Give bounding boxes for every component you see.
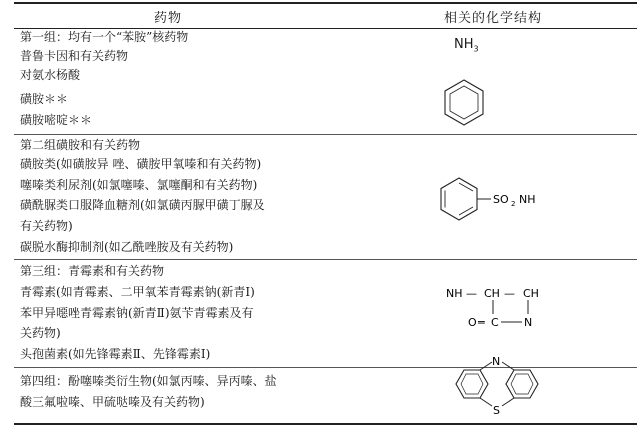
bl-dash2: — bbox=[504, 287, 515, 300]
group2-divider bbox=[14, 259, 637, 260]
table-bottom-rule bbox=[14, 423, 637, 425]
benzenesulfonamide-structure bbox=[434, 174, 569, 224]
bl-n: N bbox=[524, 316, 533, 329]
phenothiazine-structure bbox=[442, 354, 552, 420]
row-sulfonylureas-cont: 有关药物) bbox=[20, 219, 73, 233]
so2-label: SO bbox=[493, 193, 509, 206]
group1-title: 第一组：均有一个“苯胺”核药物 bbox=[20, 30, 189, 44]
row-procaine: 普鲁卡因和有关药物 bbox=[20, 49, 129, 63]
group3-title: 第三组：青霉素和有关药物 bbox=[20, 264, 165, 278]
row-cai: 碳脱水酶抑制剂(如乙酰唑胺及有关药物) bbox=[20, 240, 234, 254]
bl-nh: NH bbox=[446, 287, 463, 300]
benzene-structure bbox=[439, 77, 489, 129]
group4-title: 第四组：酚噻嗪类衍生物(如氯丙嗪、异丙嗪、盐 bbox=[20, 374, 277, 388]
group2-title: 第二组磺胺和有关药物 bbox=[20, 138, 141, 152]
row-oxacillin: 苯甲异噁唑青霉素钠(新青Ⅱ)氨苄青霉素及有 bbox=[20, 306, 254, 320]
row-penicillin: 青霉素(如青霉素、二甲氧苯青霉素钠(新青Ⅰ) bbox=[20, 285, 255, 299]
drug-structure-table bbox=[14, 0, 637, 427]
nh3-subscript: 3 bbox=[473, 44, 479, 54]
bl-eq: ═ bbox=[478, 316, 485, 329]
table-top-rule bbox=[14, 2, 637, 4]
bl-dash1: — bbox=[466, 287, 477, 300]
phenothiazine-s: S bbox=[493, 404, 500, 417]
phenothiazine-n: N bbox=[492, 355, 501, 368]
row-pas: 对氨水杨酸 bbox=[20, 68, 81, 82]
bl-ch1: CH bbox=[484, 287, 500, 300]
row-cephalosporin: 头孢菌素(如先锋霉素Ⅱ、先锋霉素Ⅰ) bbox=[20, 347, 211, 361]
bl-c: C bbox=[491, 316, 499, 329]
row-sulfonylureas: 磺酰脲类口服降血糖剂(如氯磺丙脲甲磺丁脲及 bbox=[20, 198, 265, 212]
header-structure: 相关的化学结构 bbox=[444, 11, 543, 26]
header-drug: 药物 bbox=[154, 11, 183, 26]
row-phenothiazine-cont: 酸三氟啦嗪、甲硫哒嗪及有关药物) bbox=[20, 395, 205, 409]
so2-subscript: 2 bbox=[511, 200, 516, 208]
nh3-label: NH bbox=[454, 37, 474, 52]
beta-lactam-structure bbox=[444, 284, 574, 339]
row-penicillin-cont: 关药物) bbox=[20, 326, 61, 340]
ammonia-structure bbox=[454, 37, 479, 54]
bl-ch2: CH bbox=[523, 287, 539, 300]
nh-label: NH bbox=[519, 193, 536, 206]
bl-o: O bbox=[468, 316, 477, 329]
row-sulfanilamide: 磺胺＊＊ bbox=[20, 92, 69, 106]
group1-divider bbox=[14, 134, 637, 135]
row-thiazides: 噻嗪类利尿剂(如氯噻嗪、氯噻酮和有关药物) bbox=[20, 178, 258, 192]
row-sulfadiazine: 磺胺嘧啶＊＊ bbox=[20, 113, 93, 127]
row-sulfonamides: 磺胺类(如磺胺异 唑、磺胺甲氧嗪和有关药物) bbox=[20, 157, 262, 171]
